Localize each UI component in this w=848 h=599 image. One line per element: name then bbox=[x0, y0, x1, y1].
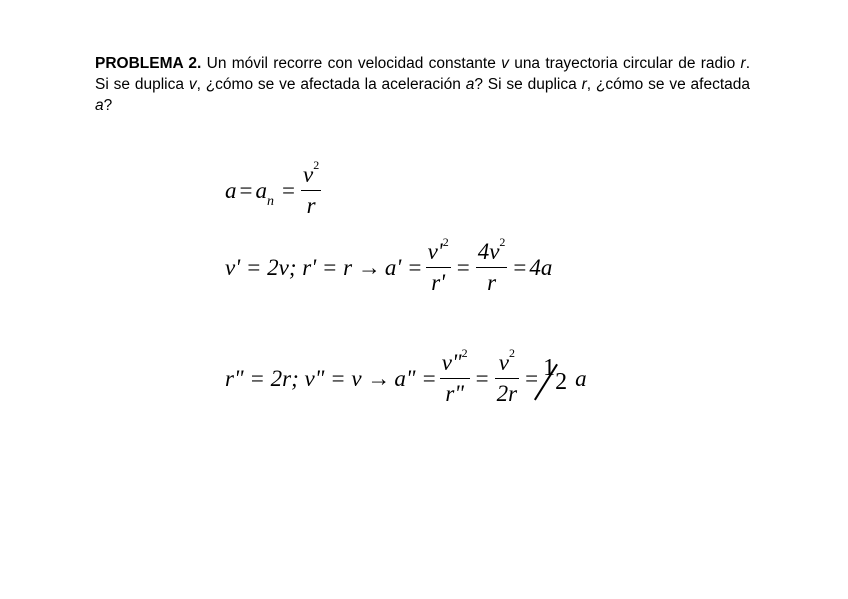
eq1-an: $a_n$ bbox=[255, 177, 274, 209]
equation-2 bbox=[225, 237, 552, 298]
equation-3 bbox=[225, 348, 587, 409]
eq3-equals: = bbox=[475, 365, 489, 391]
eq2-fraction-2 bbox=[476, 237, 508, 298]
problem-text-7: ? bbox=[103, 97, 113, 114]
eq3-fraction-1 bbox=[440, 348, 470, 409]
problem-text-6: , ¿cómo se ve afectada bbox=[586, 76, 751, 93]
eq3-f1-numerator: v"$^2$ bbox=[441, 346, 468, 375]
problem-label: PROBLEMA 2. bbox=[95, 55, 202, 72]
var-v: v bbox=[188, 76, 197, 93]
var-r: r bbox=[740, 55, 746, 72]
eq3-fraction-2 bbox=[495, 348, 519, 409]
eq3-f1-denominator: r" bbox=[445, 381, 465, 406]
problem-text-2: una trayectoria circular de radio bbox=[508, 55, 741, 72]
eq1-a: a bbox=[225, 177, 237, 203]
eq3-lhs: r" = 2r; v" = v → bbox=[225, 365, 391, 391]
eq1-equals: = bbox=[239, 177, 253, 203]
eq2-a-prime: a' = bbox=[384, 254, 423, 280]
eq3-equals-2: = bbox=[525, 365, 539, 391]
eq2-f1-denominator: r' bbox=[431, 270, 446, 295]
eq2-f2-denominator: r bbox=[487, 270, 497, 295]
eq2-result: 4a bbox=[529, 254, 553, 280]
eq2-f1-numerator: $v'^2$ bbox=[427, 235, 449, 264]
eq3-f2-numerator: $v^2$ bbox=[498, 346, 515, 375]
eq3-one-half bbox=[541, 354, 573, 399]
equation-1 bbox=[225, 160, 324, 221]
eq2-f2-numerator: $4v^2$ bbox=[477, 235, 506, 264]
eq1-denominator: r bbox=[306, 193, 316, 218]
eq3-result-var: a bbox=[575, 365, 587, 391]
var-v: v bbox=[501, 55, 509, 72]
problem-text-1: Un móvil recorre con velocidad constante bbox=[201, 55, 502, 72]
var-a: a bbox=[95, 97, 104, 114]
var-a: a bbox=[465, 76, 475, 93]
eq1-numerator: $v^2$ bbox=[302, 158, 320, 187]
eq1-fraction bbox=[301, 160, 321, 221]
eq2-equals: = bbox=[456, 254, 470, 280]
var-r: r bbox=[581, 76, 587, 93]
problem-text-3: . Si se duplica bbox=[95, 55, 751, 93]
eq3-f2-denominator: 2r bbox=[496, 381, 518, 406]
eq2-fraction-1 bbox=[426, 237, 451, 298]
half-numerator: 1 bbox=[543, 354, 556, 381]
problem-text-5: ? Si se duplica bbox=[474, 76, 582, 93]
problem-statement bbox=[95, 53, 750, 116]
eq2-equals-2: = bbox=[513, 254, 527, 280]
half-denominator: 2 bbox=[555, 368, 568, 395]
eq3-a-double-prime: a" = bbox=[394, 365, 437, 391]
eq2-lhs: v' = 2v; r' = r → bbox=[225, 254, 381, 280]
eq1-equals-2: = bbox=[281, 177, 295, 203]
problem-text-4: , ¿cómo se ve afectada la aceleración bbox=[196, 76, 466, 93]
